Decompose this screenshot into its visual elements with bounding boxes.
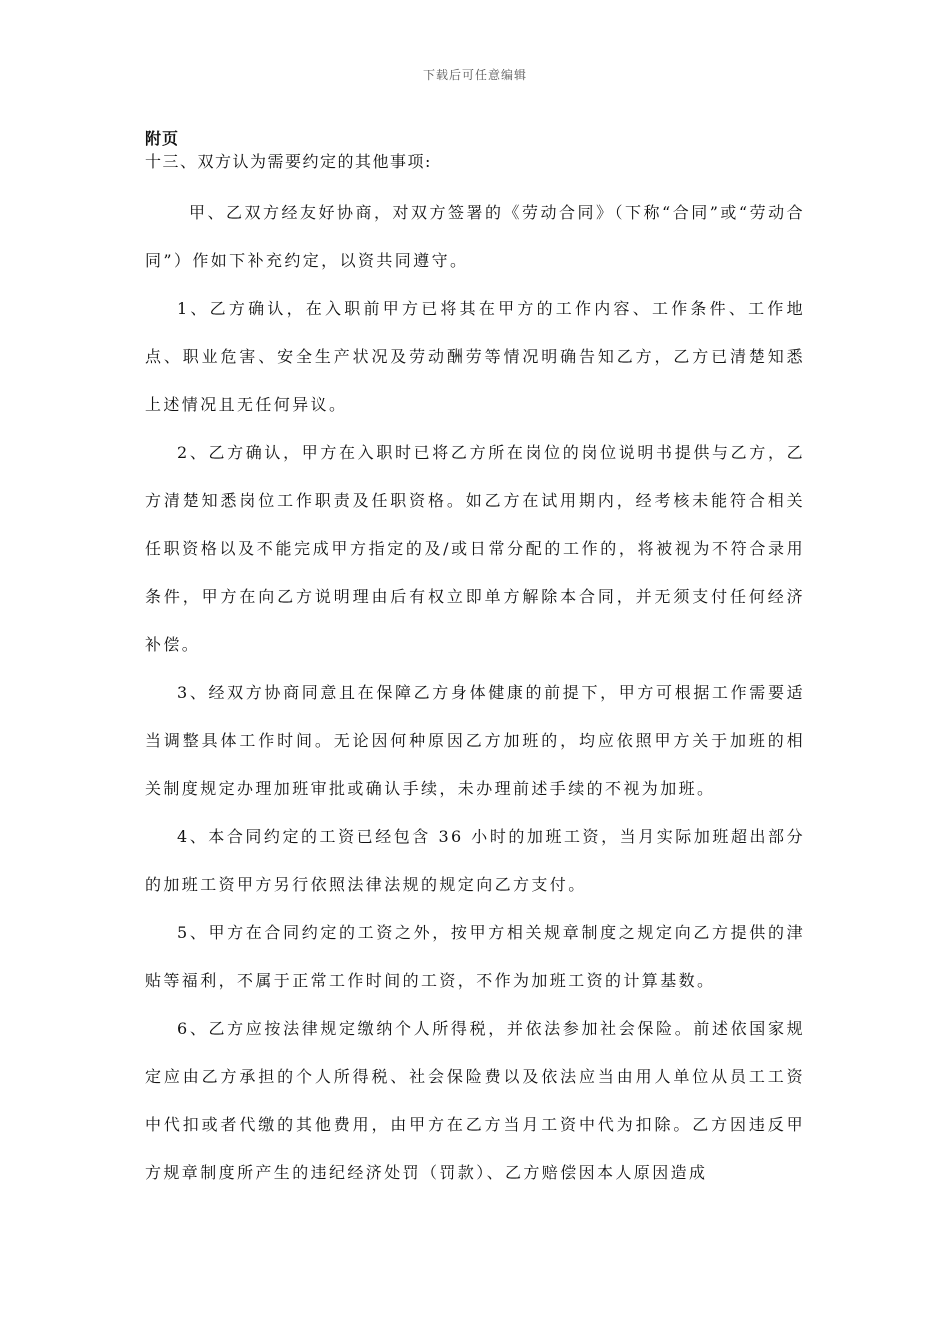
clause-paragraph-1: 1、乙方确认，在入职前甲方已将其在甲方的工作内容、工作条件、工作地点、职业危害、安全生产状况及劳动酬劳等情况明确告知乙方，乙方已清楚知悉上述情况且无任何异议。: [145, 299, 805, 414]
document-body: [145, 189, 805, 1197]
clause-title: 十三、双方认为需要约定的其他事项:: [145, 152, 432, 171]
clause-paragraph-2: 2、乙方确认，甲方在入职时已将乙方所在岗位的岗位说明书提供与乙方，乙方清楚知悉岗位工作职责及任职资格。如乙方在试用期内，经考核未能符合相关任职资格以及不能完成甲方指定的及/或日常分配的工作的，将被视为不符合录用条件，甲方在向乙方说明理由后有权立即单方解除本合同，并无须支付任何经济补偿。: [145, 443, 805, 654]
clause-paragraph-5: 5、甲方在合同约定的工资之外，按甲方相关规章制度之规定向乙方提供的津贴等福利，不属于正常工作时间的工资，不作为加班工资的计算基数。: [145, 923, 805, 990]
page-heading: 附页: [145, 129, 180, 148]
clause-paragraph-6: 6、乙方应按法律规定缴纳个人所得税，并依法参加社会保险。前述依国家规定应由乙方承担的个人所得税、社会保险费以及依法应当由用人单位从员工工资中代扣或者代缴的其他费用，由甲方在乙方当月工资中代为扣除。乙方因违反甲方规章制度所产生的违纪经济处罚（罚款）、乙方赔偿因本人原因造成: [145, 1019, 805, 1182]
clause-paragraph-4: 4、本合同约定的工资已经包含 36 小时的加班工资，当月实际加班超出部分的加班工资甲方另行依照法律法规的规定向乙方支付。: [145, 827, 805, 894]
clause-paragraph-3: 3、经双方协商同意且在保障乙方身体健康的前提下，甲方可根据工作需要适当调整具体工作时间。无论因何种原因乙方加班的，均应依照甲方关于加班的相关制度规定办理加班审批或确认手续，未办理前述手续的不视为加班。: [145, 683, 805, 798]
intro-paragraph: 甲、乙双方经友好协商，对双方签署的《劳动合同》（下称“合同”或“劳动合同”）作如下补充约定，以资共同遵守。: [145, 203, 805, 270]
page-header-watermark: 下载后可任意编辑: [422, 68, 527, 82]
